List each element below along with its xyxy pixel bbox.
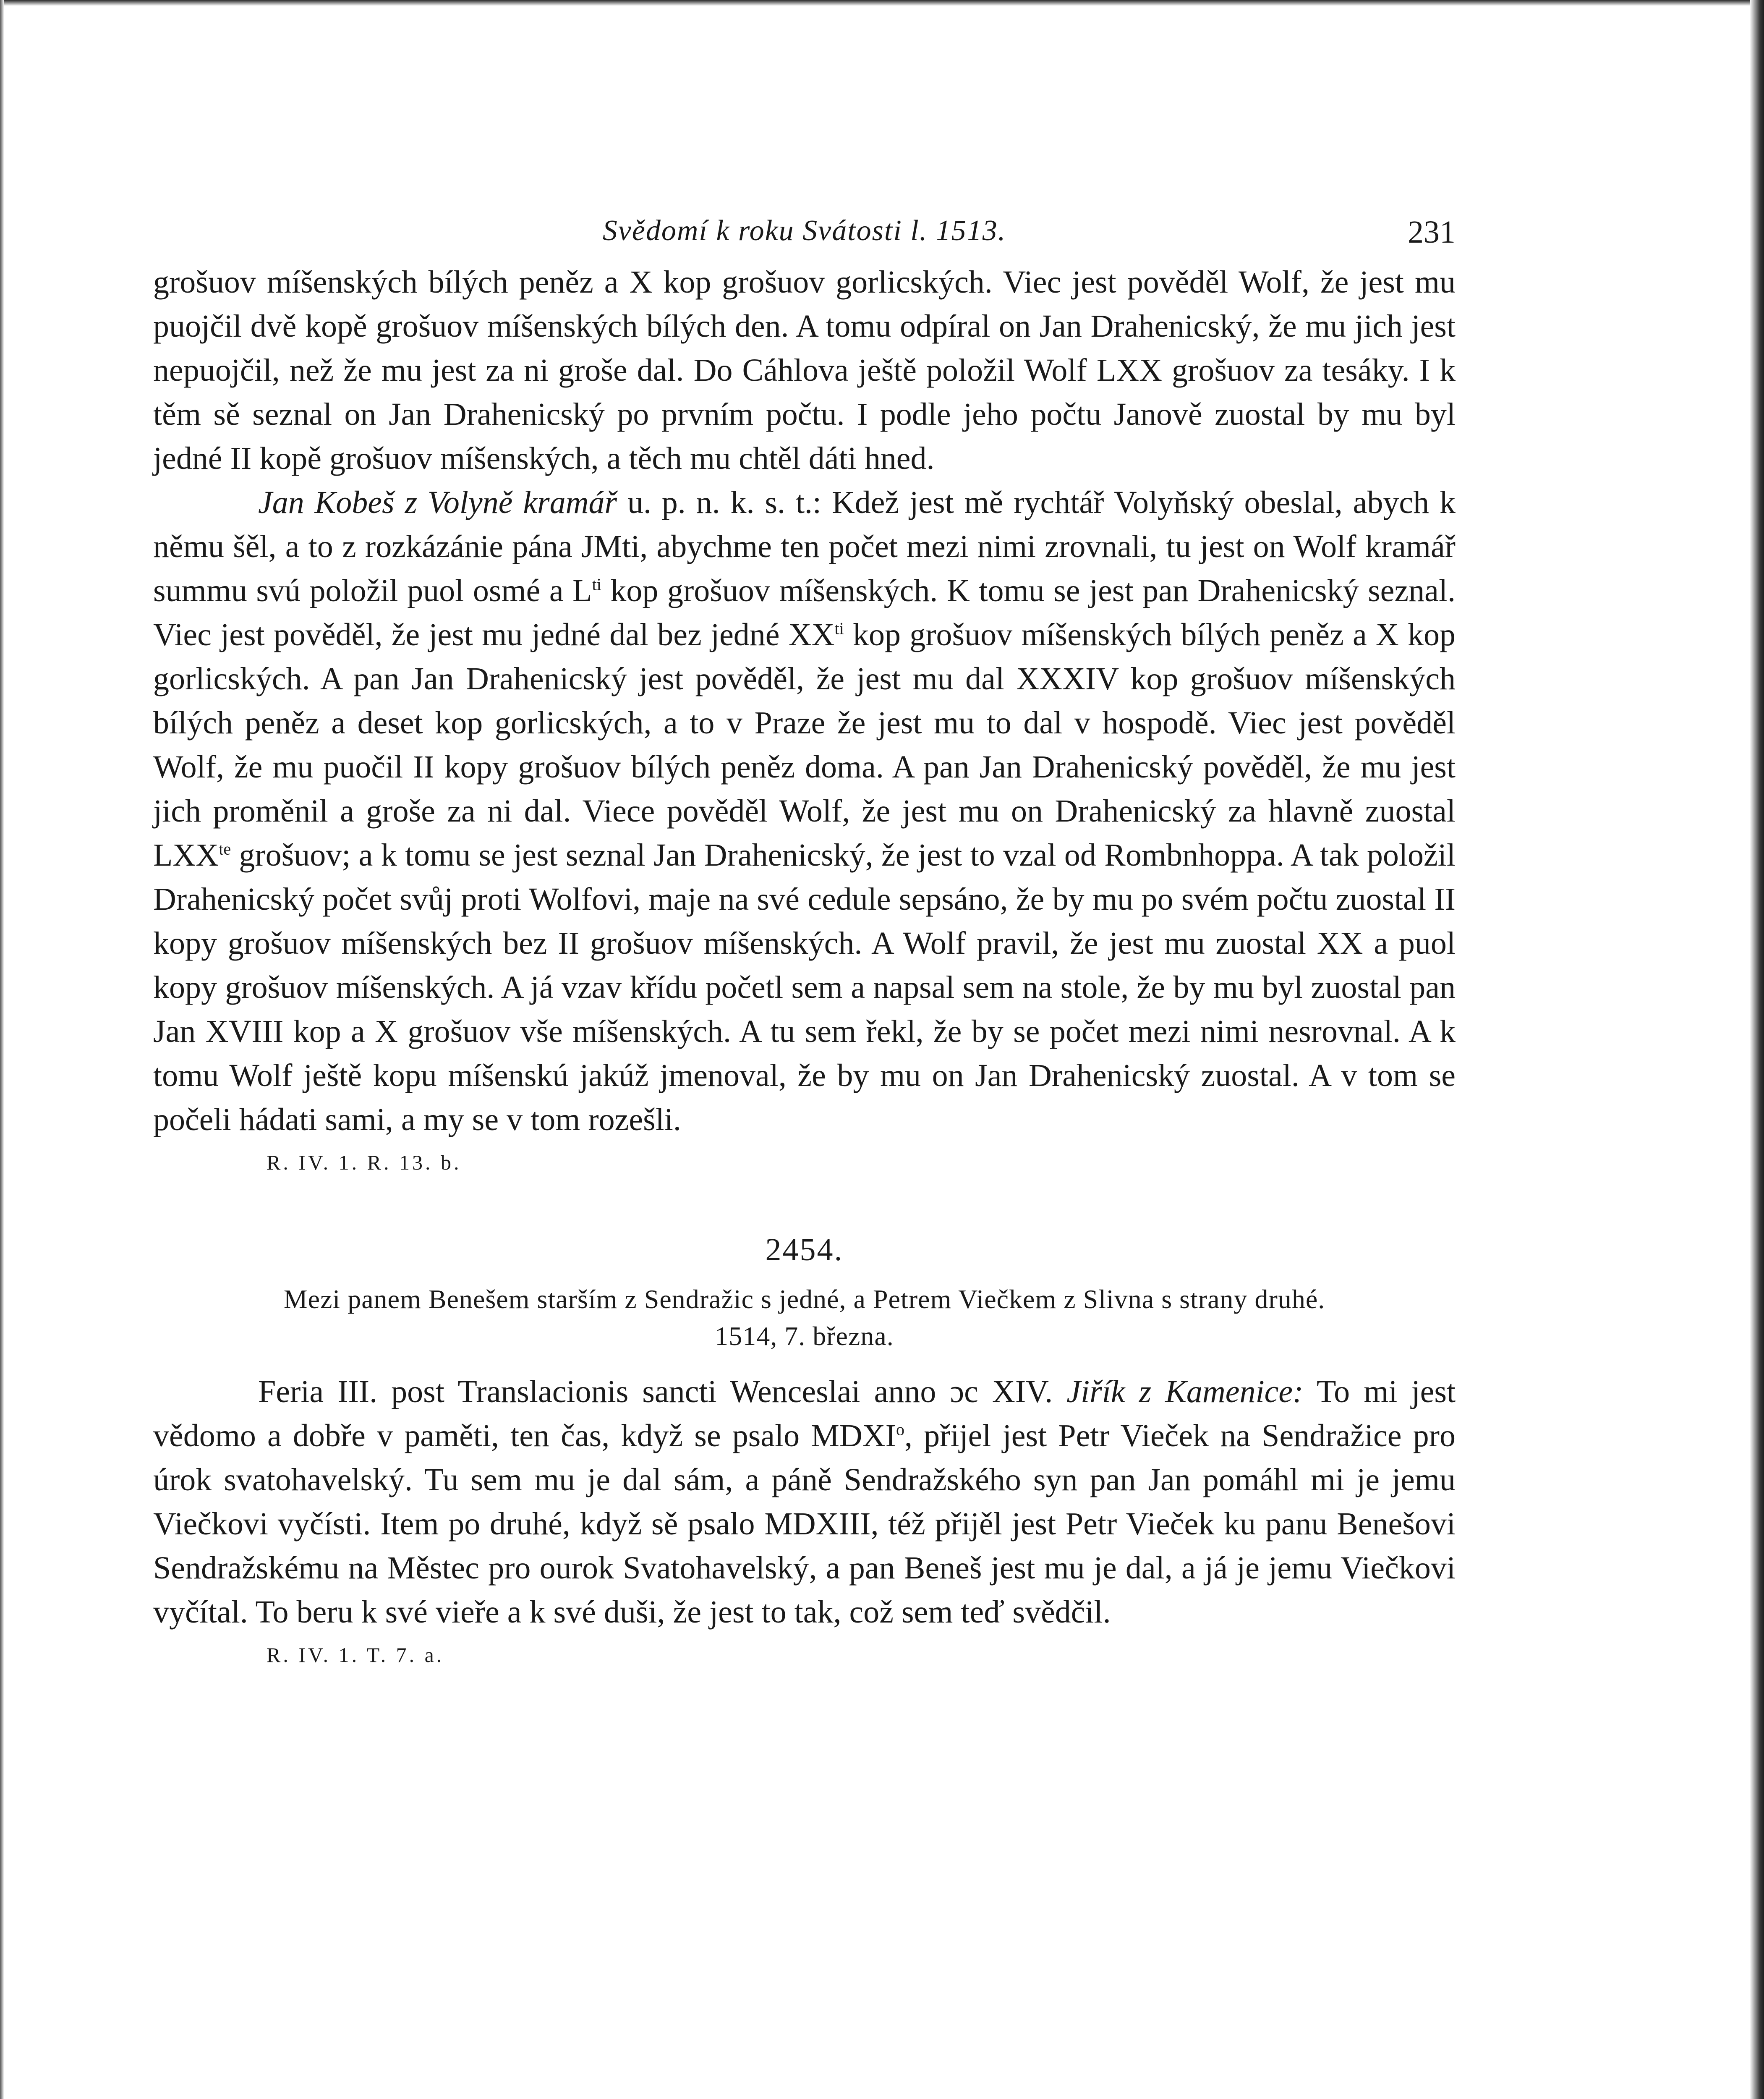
feria-date: Feria III. post Translacionis sancti Wenceslai anno ɔc XIV.	[258, 1374, 1053, 1409]
page-number: 231	[1408, 215, 1456, 250]
superscript: ti	[834, 619, 844, 638]
superscript: ti	[592, 575, 601, 594]
document-heading-parties: Mezi panem Benešem starším z Sendražic s jedné, a Petrem Viečkem z Slivna s strany druhé.	[283, 1284, 1325, 1314]
testimony-text-part: , přijel jest Petr Vieček na Sendražice pro úrok svatohavelský. Tu sem mu je dal sám, a páně Sendražského syn pan Jan pomáhl mi je jemu Viečkovi vyčísti. Item po druhé, když sě psalo MDXIII, též přijěl jest Petr Vieček ku panu Benešovi Sendražskému na Městec pro ourok Svatohavelský, a pan Beneš jest mu je dal, a já je jemu Viečkovi vyčítal. To beru k své vieře a k své duši, že jest to tak, což sem teď svědčil.	[153, 1418, 1456, 1630]
scan-edge-left	[0, 0, 4, 2099]
superscript: o	[896, 1420, 904, 1439]
paragraph-continuation: grošuov míšenských bílých peněz a X kop grošuov gorlicských. Viec jest pověděl Wolf, že jest mu puojčil dvě kopě grošuov míšenských bílých den. A tomu odpíral on Jan Drahenicský, že mu jich jest nepuojčil, než že mu jest za ni groše dal. Do Cáhlova ještě položil Wolf LXX grošuov za tesáky. I k těm sě seznal on Jan Drahenicský po prvním počtu. I podle jeho počtu Janově zuostal by mu byl jedné II kopě grošuov míšenských, a těch mu chtěl dáti hned.	[153, 264, 1456, 476]
testimony-text-part: u. p. n. k. s. t.: Kdež jest mě rychtář Volyňský obeslal, abych k němu šěl, a to z rozkázánie pána JMti, abychme ten počet mezi nimi zrovnali, tu jest on Wolf kramář summu svú položil puol osmé a L	[153, 485, 1456, 608]
scan-edge-right	[1750, 0, 1764, 2099]
archival-reference: R. IV. 1. R. 13. b.	[267, 1151, 462, 1174]
document-number: 2454.	[765, 1232, 844, 1267]
archival-reference: R. IV. 1. T. 7. a.	[267, 1643, 444, 1667]
paragraph-testimony-kobes	[153, 481, 1456, 1142]
document-heading	[153, 1281, 1456, 1355]
speaker-name: Jan Kobeš z Volyně kramář	[258, 485, 617, 520]
running-head	[153, 197, 1456, 260]
testimony-text-part: kop grošuov míšenských. K tomu se jest pan Drahenicský seznal. Viec jest pověděl, že jest mu jedné dal bez jedné XX	[153, 573, 1456, 652]
superscript: te	[219, 839, 231, 858]
scan-edge-top	[0, 0, 1764, 6]
testimony-text-part: To mi jest vědomo a dobře v paměti, ten čas, když se psalo MDXI	[153, 1374, 1456, 1453]
testimony-text-part: grošuov; a k tomu se jest seznal Jan Drahenicský, že jest to vzal od Rombnhoppa. A tak položil Drahenicský počet svůj proti Wolfovi, maje na své cedule sepsáno, že by mu po svém počtu zuostal II kopy grošuov míšenských bez II grošuov míšenských. A Wolf pravil, že jest mu zuostal XX a puol kopy grošuov míšenských. A já vzav křídu početl sem a napsal sem na stole, že by mu byl zuostal pan Jan XVIII kop a X grošuov vše míšenských. A tu sem řekl, že by se počet mezi nimi nesrovnal. A k tomu Wolf ještě kopu míšenskú jakúž jmenoval, že by mu on Jan Drahenicský zuostal. A v tom se počeli hádati sami, a my se v tom rozešli.	[153, 838, 1456, 1137]
speaker-name: Jiřík z Kamenice:	[1066, 1374, 1304, 1409]
testimony-text-part: kop grošuov míšenských bílých peněz a X kop gorlicských. A pan Jan Drahenicský jest pověděl, že jest mu dal XXXIV kop grošuov míšenských bílých peněz a deset kop gorlicských, a to v Praze že jest mu to dal v hospodě. Viec jest pověděl Wolf, že mu puočil II kopy grošuov bílých peněz doma. A pan Jan Drahenicský pověděl, že mu jest jich proměnil a groše za ni dal. Viece pověděl Wolf, že jest mu on Drahenicský za hlavně zuostal LXX	[153, 617, 1456, 873]
book-page	[153, 197, 1456, 1670]
document-heading-date: 1514, 7. března.	[715, 1321, 894, 1351]
paragraph-testimony-jirik	[153, 1370, 1456, 1634]
running-head-title: Svědomí k roku Svátosti l. 1513.	[602, 215, 1006, 247]
